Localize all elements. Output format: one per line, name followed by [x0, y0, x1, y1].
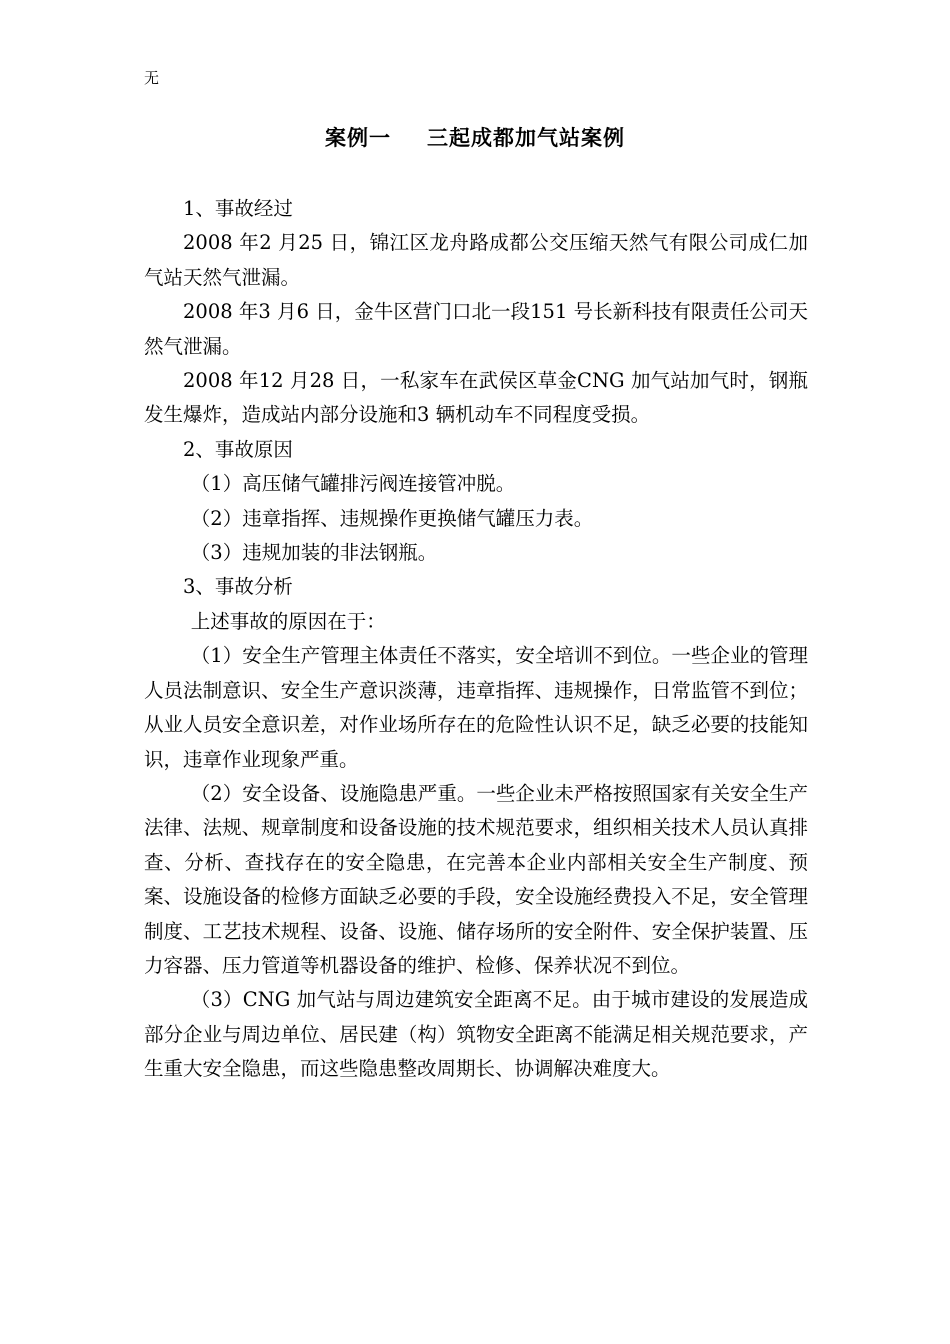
list-item-cause-1: （1）高压储气罐排污阀连接管冲脱。: [190, 472, 516, 496]
document-title: [0, 124, 950, 152]
section-heading-accident-process: 1、事故经过: [183, 197, 293, 220]
document-body: [144, 192, 808, 1087]
list-item-cause-2: （2）违章指挥、违规操作更换储气罐压力表。: [190, 506, 594, 530]
paragraph-incident-1: 2008 年2 月25 日，锦江区龙舟路成都公交压缩天然气有限公司成仁加气站天然气泄漏。: [144, 231, 808, 289]
paragraph-analysis-intro: 上述事故的原因在于：: [190, 609, 386, 633]
section-heading-accident-analysis: 3、事故分析: [183, 575, 293, 599]
paragraph-incident-3: 2008 年12 月28 日，一私家车在武侯区草金CNG 加气站加气时，钢瓶发生爆炸，造成站内部分设施和3 辆机动车不同程度受损。: [144, 369, 808, 427]
section-heading-accident-cause: 2、事故原因: [183, 437, 293, 461]
title-case-label: 案例一: [325, 125, 391, 150]
paragraph-analysis-1: （1）安全生产管理主体责任不落实，安全培训不到位。一些企业的管理人员法制意识、安全生产意识淡薄，违章指挥、违规操作，日常监管不到位；从业人员安全意识差，对作业场所存在的危险性认识不足，缺乏必要的技能知识，违章作业现象严重。: [144, 644, 808, 771]
paragraph-analysis-3: （3）CNG 加气站与周边建筑安全距离不足。由于城市建设的发展造成部分企业与周边单位、居民建（构）筑物安全距离不能满足相关规范要求，产生重大安全隐患，而这些隐患整改周期长、协调解决难度大。: [144, 988, 808, 1081]
list-item-cause-3: （3）违规加装的非法钢瓶。: [190, 541, 438, 565]
title-case-name: 三起成都加气站案例: [427, 125, 625, 150]
paragraph-incident-2: 2008 年3 月6 日，金牛区营门口北一段151 号长新科技有限责任公司天然气泄漏。: [144, 300, 808, 358]
paragraph-analysis-2: （2）安全设备、设施隐患严重。一些企业未严格按照国家有关安全生产法律、法规、规章制度和设备设施的技术规范要求，组织相关技术人员认真排查、分析、查找存在的安全隐患，在完善本企业内部相关安全生产制度、预案、设施设备的检修方面缺乏必要的手段，安全设施经费投入不足，安全管理制度、工艺技术规程、设备、设施、储存场所的安全附件、安全保护装置、压力容器、压力管道等机器设备的维护、检修、保养状况不到位。: [144, 781, 808, 977]
page-header-mark: 无: [144, 69, 160, 87]
